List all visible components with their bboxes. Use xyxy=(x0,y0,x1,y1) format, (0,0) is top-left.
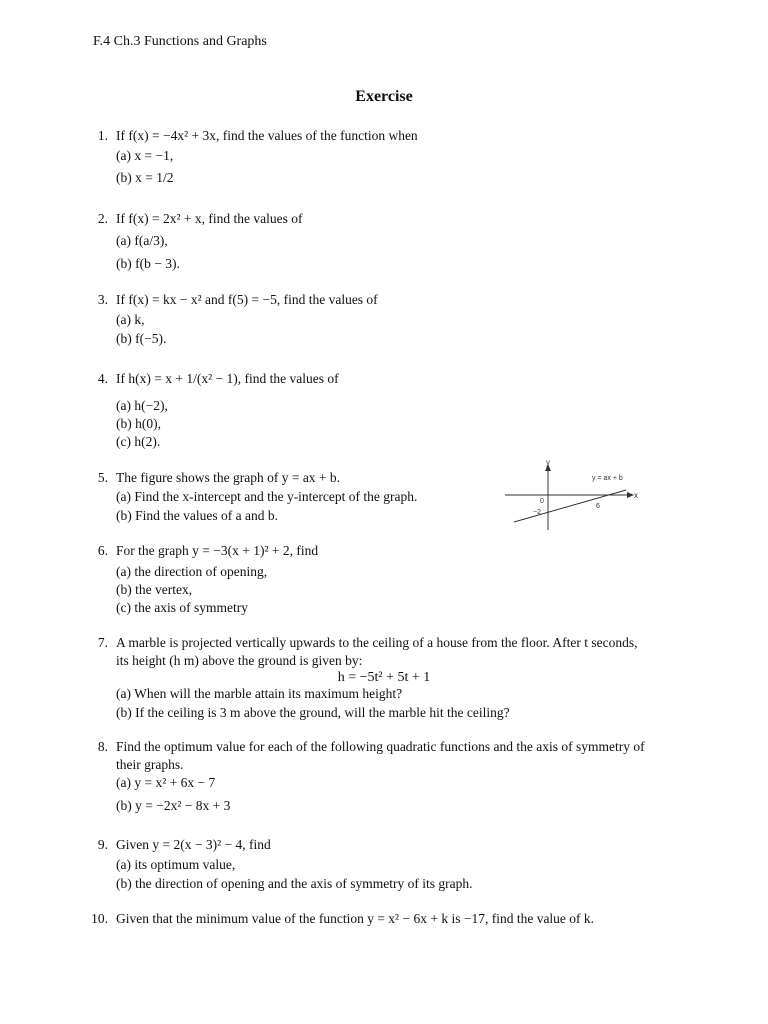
question-8-part-a: (a) y = x² + 6x − 7 xyxy=(116,775,216,790)
y-axis-label: y xyxy=(546,458,550,467)
question-1-part-b: (b) x = 1/2 xyxy=(116,170,174,185)
x-tick-label: 6 xyxy=(596,503,600,510)
question-6-part-c: (c) the axis of symmetry xyxy=(116,600,248,615)
question-number: 6. xyxy=(97,543,108,558)
question-7-text-line-1: A marble is projected vertically upwards to the ceiling of a house from the floor. After t seconds, xyxy=(116,635,638,650)
x-axis-label: x xyxy=(634,491,638,500)
question-2-part-b: (b) f(b − 3). xyxy=(116,256,180,271)
question-3-part-a: (a) k, xyxy=(116,312,145,327)
question-4-part-c: (c) h(2). xyxy=(116,434,161,449)
question-number: 3. xyxy=(97,292,108,307)
question-7-text-line-2: its height (h m) above the ground is given by: xyxy=(116,653,363,668)
question-2-text: If f(x) = 2x² + x, find the values of xyxy=(116,211,303,226)
question-5-text: The figure shows the graph of y = ax + b. xyxy=(116,470,341,485)
question-6-text: For the graph y = −3(x + 1)² + 2, find xyxy=(116,543,319,558)
question-7-equation: h = −5t² + 5t + 1 xyxy=(337,670,431,685)
question-7-part-b: (b) If the ceiling is 3 m above the ground, will the marble hit the ceiling? xyxy=(116,705,510,720)
question-8-text-line-1: Find the optimum value for each of the following quadratic functions and the axis of symmetry of xyxy=(116,739,645,754)
question-9-text: Given y = 2(x − 3)² − 4, find xyxy=(116,837,271,852)
question-8-part-b: (b) y = −2x² − 8x + 3 xyxy=(116,798,231,813)
question-number: 10. xyxy=(91,911,108,926)
question-2-part-a: (a) f(a/3), xyxy=(116,233,168,248)
question-7-part-a: (a) When will the marble attain its maximum height? xyxy=(116,686,403,701)
question-10-text: Given that the minimum value of the function y = x² − 6x + k is −17, find the value of k. xyxy=(116,911,595,926)
question-9-part-b: (b) the direction of opening and the axis of symmetry of its graph. xyxy=(116,876,473,891)
question-3-part-b: (b) f(−5). xyxy=(116,331,167,346)
question-number: 2. xyxy=(97,211,108,226)
question-number: 1. xyxy=(97,128,108,143)
question-number: 5. xyxy=(97,470,108,485)
question-5-part-a: (a) Find the x-intercept and the y-intercept of the graph. xyxy=(116,489,418,504)
question-3-text: If f(x) = kx − x² and f(5) = −5, find the values of xyxy=(116,292,378,307)
line-label: y = ax + b xyxy=(592,475,623,482)
question-number: 4. xyxy=(97,371,108,386)
question-4-text: If h(x) = x + 1/(x² − 1), find the values of xyxy=(116,371,339,386)
question-6-part-b: (b) the vertex, xyxy=(116,582,193,597)
question-number: 8. xyxy=(97,739,108,754)
linear-graph-figure xyxy=(500,458,645,533)
question-1-part-a: (a) x = −1, xyxy=(116,148,174,163)
question-number: 7. xyxy=(97,635,108,650)
question-8-text-line-2: their graphs. xyxy=(116,757,184,772)
x-axis-arrow xyxy=(627,492,634,498)
question-number: 9. xyxy=(97,837,108,852)
page-title: Exercise xyxy=(355,88,413,105)
y-tick-label: −2 xyxy=(533,509,541,516)
question-9-part-a: (a) its optimum value, xyxy=(116,857,236,872)
origin-label: 0 xyxy=(540,498,544,505)
document-header: F.4 Ch.3 Functions and Graphs xyxy=(93,34,267,49)
question-4-part-a: (a) h(−2), xyxy=(116,398,168,413)
question-4-part-b: (b) h(0), xyxy=(116,416,161,431)
question-5-part-b: (b) Find the values of a and b. xyxy=(116,508,278,523)
question-1-text: If f(x) = −4x² + 3x, find the values of the function when xyxy=(116,128,418,143)
question-6-part-a: (a) the direction of opening, xyxy=(116,564,268,579)
